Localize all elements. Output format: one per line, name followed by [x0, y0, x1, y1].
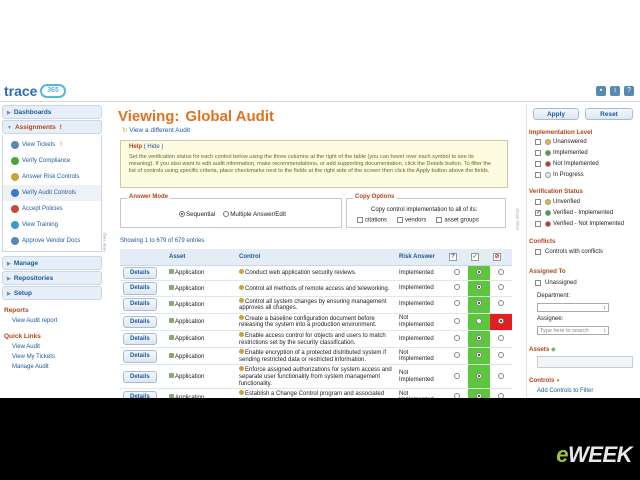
bottom-bar	[0, 398, 640, 480]
checkbox-icon	[535, 150, 541, 156]
control-cell	[236, 365, 396, 389]
controls-title-label: Controls	[529, 377, 555, 384]
subitem-icon	[11, 157, 19, 165]
sidebar-item-label: Dashboards	[13, 109, 52, 116]
no-icon: ⊘	[494, 253, 500, 260]
col-control[interactable]: Control	[236, 249, 396, 265]
details-cell	[120, 348, 166, 365]
top-bar	[0, 80, 640, 102]
quick-link-view-audit[interactable]: View Audit	[12, 344, 40, 350]
sidebar-subitem[interactable]	[3, 185, 101, 201]
control-value: Establish a Change Control program and associated	[245, 391, 385, 398]
subitem-badge: !	[60, 142, 62, 148]
asset-value: Application	[175, 319, 205, 326]
copy-vendors-label: vendors	[405, 217, 427, 224]
verified-implemented-cell	[468, 313, 490, 330]
top-icons	[596, 86, 634, 96]
details-cell	[120, 296, 166, 313]
assignee-placeholder: Type here to search	[540, 328, 589, 334]
details-button[interactable]: Details	[123, 371, 157, 384]
chevron-updown-icon: ↕	[603, 305, 606, 311]
control-icon	[239, 285, 244, 290]
filter-option-label: Not Implemented	[553, 161, 599, 167]
asset-value: Application	[175, 353, 205, 360]
check-icon: ✓	[472, 253, 478, 260]
chevron-right-icon: ▶	[7, 110, 11, 116]
controls-title	[529, 377, 560, 384]
unassigned-checkbox[interactable]	[535, 280, 577, 286]
view-different-audit-label: View a different Audit	[129, 127, 191, 134]
filter-option[interactable]	[535, 221, 624, 227]
status-radio[interactable]	[498, 300, 504, 306]
status-radio[interactable]	[454, 352, 460, 358]
help-title-label: Help	[129, 144, 143, 150]
control-icon	[239, 315, 244, 320]
checkbox-icon	[535, 172, 541, 178]
status-dot-icon	[545, 221, 551, 227]
details-button[interactable]: Details	[123, 333, 157, 346]
quick-link-manage-audit[interactable]: Manage Audit	[12, 364, 49, 370]
control-value: Conduct web application security reviews.	[245, 270, 357, 276]
radio-icon	[223, 211, 229, 217]
risk-answer-cell: Not Implemented	[396, 348, 446, 365]
status-radio[interactable]	[476, 300, 482, 306]
logo-mark-icon: 365	[40, 84, 66, 98]
control-value: Enable access control for objects and users to match restrictions set by the security classification.	[239, 333, 386, 346]
status-radio[interactable]	[498, 335, 504, 341]
reset-button[interactable]: Reset	[585, 108, 633, 120]
verified-implemented-cell	[468, 348, 490, 365]
main-content	[102, 104, 520, 398]
col-verified-implemented	[468, 249, 490, 265]
verified-not-implemented-cell	[490, 365, 512, 389]
details-button[interactable]: Details	[123, 282, 157, 295]
filter-option-label: Verified - Implemented	[553, 210, 614, 216]
sidebar-item-setup[interactable]	[2, 286, 102, 300]
asset-cell	[166, 331, 236, 348]
details-cell	[120, 281, 166, 297]
filter-panel	[526, 104, 640, 398]
checkbox-icon	[535, 221, 541, 227]
filter-option-label: In Progress	[553, 172, 584, 178]
checkbox-icon	[535, 161, 541, 167]
risk-answer-cell: Implemented	[396, 281, 446, 297]
table-row	[120, 313, 512, 330]
answer-mode-multiple-label: Multiple Answer/Edit	[230, 211, 286, 218]
sidebar-subitem-label: Approve Vendor Docs	[22, 238, 81, 244]
details-button[interactable]: Details	[123, 267, 157, 280]
sidebar-item-manage[interactable]	[2, 256, 102, 270]
page-title-audit-name: Global Audit	[185, 108, 275, 125]
status-radio[interactable]	[498, 352, 504, 358]
filter-option-label: Verified - Not Implemented	[553, 221, 625, 227]
filter-option[interactable]	[535, 139, 587, 145]
status-radio[interactable]	[476, 335, 482, 341]
filter-option[interactable]	[535, 199, 580, 205]
status-radio[interactable]	[454, 373, 460, 379]
control-value: Control all system changes by ensuring management approves all changes.	[239, 298, 387, 312]
watermark-e: e	[556, 442, 568, 467]
status-dot-icon	[545, 199, 551, 205]
asset-icon	[169, 285, 174, 290]
chevron-right-icon: ▶	[7, 276, 11, 282]
hide-help-tab[interactable]: Hide Help	[102, 232, 107, 252]
control-icon	[239, 269, 244, 274]
status-radio[interactable]	[454, 284, 460, 290]
table-row	[120, 296, 512, 313]
verified-implemented-cell	[468, 296, 490, 313]
asset-value: Application	[175, 270, 205, 276]
help-box	[120, 140, 508, 188]
filter-option[interactable]	[535, 210, 613, 216]
asset-value: Application	[175, 301, 205, 308]
control-cell	[236, 265, 396, 281]
app-logo[interactable]: trace	[4, 83, 38, 99]
checkbox-icon	[535, 280, 541, 286]
checkbox-icon	[535, 249, 541, 255]
report-link-view-audit[interactable]: View Audit report	[12, 318, 58, 324]
conflicts-title: Conflicts	[529, 238, 556, 245]
checkbox-icon	[397, 217, 403, 223]
page-title	[118, 108, 274, 125]
control-value: Create a baseline configuration document before releasing the system into a production environment.	[239, 315, 377, 329]
checkbox-icon	[535, 139, 541, 145]
risk-answer-cell: Implemented	[396, 265, 446, 281]
chat-icon[interactable]: ▪	[596, 86, 606, 96]
add-controls-link[interactable]: Add Controls to Filter	[537, 388, 594, 394]
col-details	[120, 249, 166, 265]
control-value: Enable encryption of a protected distributed system if sending restricted data or restricted information.	[239, 350, 387, 363]
status-radio[interactable]	[454, 335, 460, 341]
department-select[interactable]	[537, 303, 609, 312]
chevron-down-icon: ▼	[7, 125, 12, 131]
asset-value: Application	[175, 336, 205, 343]
col-asset[interactable]: Asset	[166, 249, 236, 265]
unverified-cell	[446, 265, 468, 281]
checkbox-icon	[357, 217, 363, 223]
filter-option-label: Unverified	[553, 199, 581, 205]
assignee-label: Assignee:	[537, 316, 564, 322]
sidebar-subitem-label: View Tickets	[22, 142, 56, 148]
filter-option[interactable]	[535, 172, 584, 178]
subitem-icon	[11, 237, 19, 245]
quick-links-title: Quick Links	[4, 333, 41, 340]
sidebar-subitem[interactable]	[3, 169, 101, 185]
risk-answer-cell: Not Implemented	[396, 313, 446, 330]
asset-icon	[169, 301, 174, 306]
sidebar-subitem[interactable]	[3, 137, 101, 153]
control-value: Control all methods of remote access and teleworking.	[245, 285, 390, 292]
sidebar-item-label: Repositories	[13, 275, 54, 282]
copy-asset-groups-checkbox[interactable]	[436, 217, 478, 224]
details-cell	[120, 265, 166, 281]
sidebar-item-label: Manage	[13, 260, 39, 267]
verification-status-title: Verification Status	[529, 188, 583, 195]
sidebar-item-repositories[interactable]	[2, 271, 102, 285]
reports-title: Reports	[4, 307, 29, 314]
control-cell	[236, 331, 396, 348]
verified-not-implemented-cell	[490, 281, 512, 297]
asset-cell	[166, 296, 236, 313]
unverified-cell	[446, 281, 468, 297]
department-label: Department:	[537, 293, 571, 299]
answer-mode-sequential-label: Sequential	[186, 211, 216, 218]
control-add-icon[interactable]: ●	[556, 377, 560, 384]
verified-not-implemented-cell	[490, 296, 512, 313]
control-icon	[239, 349, 244, 354]
status-radio[interactable]	[454, 300, 460, 306]
asset-add-icon[interactable]: ◆	[551, 346, 556, 353]
view-different-audit-link[interactable]	[122, 126, 190, 134]
verified-not-implemented-cell	[490, 265, 512, 281]
asset-cell	[166, 348, 236, 365]
sidebar-subitem[interactable]	[3, 201, 101, 217]
asset-cell	[166, 265, 236, 281]
apply-button[interactable]: Apply	[533, 108, 579, 120]
verified-not-implemented-cell	[490, 348, 512, 365]
status-radio[interactable]	[476, 352, 482, 358]
col-verified-not-implemented	[490, 249, 512, 265]
control-cell	[236, 281, 396, 297]
details-cell	[120, 313, 166, 330]
asset-value: Application	[175, 285, 205, 292]
sidebar	[0, 104, 104, 398]
control-cell	[236, 313, 396, 330]
details-cell	[120, 331, 166, 348]
answer-mode-options	[179, 211, 286, 218]
unverified-cell	[446, 331, 468, 348]
status-dot-icon	[545, 150, 551, 156]
status-dot-icon	[545, 172, 551, 178]
control-icon	[239, 332, 244, 337]
control-cell	[236, 348, 396, 365]
assignments-submenu	[2, 135, 102, 252]
risk-answer-cell: Implemented	[396, 331, 446, 348]
details-cell	[120, 365, 166, 389]
verified-not-implemented-cell	[490, 313, 512, 330]
table-row	[120, 281, 512, 297]
status-radio[interactable]	[498, 269, 504, 275]
control-icon	[239, 366, 244, 371]
sidebar-item-label: Setup	[13, 290, 32, 297]
sidebar-subitem[interactable]	[3, 217, 101, 233]
status-radio[interactable]	[476, 318, 482, 324]
copy-options-label: Copy control implementation to all of its:	[371, 207, 478, 213]
status-radio[interactable]	[476, 373, 482, 379]
filter-option-label: Implemented	[553, 150, 588, 156]
col-unverified	[446, 249, 468, 265]
sidebar-subitem-label: Verify Audit Controls	[22, 190, 77, 196]
status-radio[interactable]	[454, 269, 460, 275]
subitem-icon	[11, 205, 19, 213]
subitem-icon	[11, 173, 19, 181]
assignee-input[interactable]	[537, 326, 609, 335]
asset-icon	[169, 353, 174, 358]
asset-icon	[169, 335, 174, 340]
status-radio[interactable]	[476, 284, 482, 290]
asset-value: Application	[175, 374, 205, 381]
asset-icon	[169, 318, 174, 323]
copy-options-fieldset	[346, 194, 506, 228]
chevron-updown-icon: ↕	[603, 328, 606, 334]
copy-asset-groups-label: asset groups	[444, 217, 479, 224]
table-row	[120, 365, 512, 389]
details-button[interactable]: Details	[123, 350, 157, 363]
assigned-to-title: Assigned To	[529, 268, 566, 275]
status-radio[interactable]	[498, 373, 504, 379]
table-header-row	[120, 249, 512, 265]
verified-implemented-cell	[468, 365, 490, 389]
status-radio[interactable]	[476, 269, 482, 275]
asset-icon	[169, 269, 174, 274]
filter-option[interactable]	[535, 150, 588, 156]
risk-answer-cell: Not Implemented	[396, 365, 446, 389]
conflicts-checkbox[interactable]	[535, 249, 603, 255]
control-icon	[239, 298, 244, 303]
controls-table	[120, 249, 512, 406]
assignments-badge: !	[59, 124, 62, 131]
assets-filter-box[interactable]	[537, 356, 633, 368]
copy-citations-checkbox[interactable]	[357, 217, 387, 224]
quick-link-view-my-tickets[interactable]: View My Tickets	[12, 354, 55, 360]
sidebar-subitem[interactable]	[3, 233, 101, 249]
help-icon[interactable]: ?	[624, 86, 634, 96]
asset-icon	[169, 373, 174, 378]
help-hide-link[interactable]: ( Hide )	[143, 144, 164, 150]
chevron-right-icon: ▶	[7, 261, 11, 267]
answer-mode-legend: Answer Mode	[129, 194, 169, 200]
help-title	[129, 144, 499, 150]
status-radio[interactable]	[498, 284, 504, 290]
status-radio[interactable]	[454, 318, 460, 324]
unverified-cell	[446, 365, 468, 389]
unverified-cell	[446, 296, 468, 313]
status-dot-icon	[545, 139, 551, 145]
copy-vendors-checkbox[interactable]	[397, 217, 426, 224]
unverified-cell	[446, 313, 468, 330]
filter-option[interactable]	[535, 161, 599, 167]
answer-mode-multiple[interactable]	[223, 211, 286, 218]
checkbox-icon: ✓	[536, 210, 542, 216]
status-radio[interactable]	[498, 318, 504, 324]
subitem-icon	[11, 221, 19, 229]
asset-cell	[166, 365, 236, 389]
eweek-watermark	[556, 442, 632, 468]
unverified-cell	[446, 348, 468, 365]
details-button[interactable]: Details	[123, 298, 157, 311]
sidebar-subitem-label: Accept Policies	[22, 206, 63, 212]
table-row	[120, 348, 512, 365]
help-text: Set the verification status for each control below using the three columns at the right of the table (you can hover over each symbol to see its meaning). If you also want to edit audit information, make recommendations, or add supporting documentation, click the Details button. To filter the list of controls using specific criteria, place checkmarks next to the fields at the right side of the screen then click the Apply button above the fields.	[129, 154, 492, 174]
implementation-level-title: Implementation Level	[529, 129, 593, 136]
question-icon: ?	[449, 253, 457, 261]
verified-implemented-cell	[468, 331, 490, 348]
answer-mode-sequential[interactable]	[179, 211, 215, 218]
watermark-rest: WEEK	[568, 442, 632, 467]
risk-answer-cell: Not	[396, 389, 446, 406]
subitem-icon	[11, 189, 19, 197]
chevron-right-icon: ▶	[7, 291, 11, 297]
control-icon	[239, 390, 244, 395]
table-row	[120, 265, 512, 281]
entries-count: Showing 1 to 679 of 679 entries	[120, 238, 205, 244]
unassigned-label: Unassigned	[545, 280, 577, 286]
checkbox-icon	[535, 199, 541, 205]
details-button[interactable]: Details	[123, 316, 157, 329]
sidebar-subitem-label: View Training	[22, 222, 58, 228]
copy-options-checks	[357, 217, 479, 224]
asset-cell	[166, 313, 236, 330]
verified-implemented-cell	[468, 281, 490, 297]
sidebar-subitem-label: Answer Risk Controls	[22, 174, 80, 180]
checkbox-icon	[436, 217, 442, 223]
control-value: Enforce assigned authorizations for system access and separate user functionality from system management functionality.	[239, 367, 392, 387]
radio-selected-icon	[179, 211, 185, 217]
verified-not-implemented-cell	[490, 331, 512, 348]
conflicts-label: Controls with conflicts	[545, 249, 604, 255]
assets-title	[529, 346, 556, 353]
subitem-icon	[11, 141, 19, 149]
sidebar-subitem[interactable]	[3, 153, 101, 169]
risk-answer-cell: Implemented	[396, 296, 446, 313]
verified-implemented-cell	[468, 265, 490, 281]
show-filter-tab[interactable]: Show Filter	[515, 208, 520, 231]
copy-options-legend: Copy Options	[355, 194, 395, 200]
sidebar-item-dashboards[interactable]	[2, 105, 102, 119]
sidebar-item-assignments[interactable]	[2, 120, 102, 134]
swap-icon: ↻	[122, 127, 128, 134]
sidebar-subitem-label: Verify Compliance	[22, 158, 71, 164]
asset-cell	[166, 281, 236, 297]
copy-citations-label: citations	[365, 217, 388, 224]
assets-title-label: Assets	[529, 346, 550, 353]
answer-mode-fieldset	[120, 194, 342, 228]
table-row	[120, 331, 512, 348]
col-risk-answer[interactable]: Risk Answer	[396, 249, 446, 265]
info-icon[interactable]: i	[610, 86, 620, 96]
status-dot-icon	[545, 161, 551, 167]
control-cell	[236, 296, 396, 313]
page-title-prefix: Viewing:	[118, 108, 180, 125]
status-dot-icon	[545, 210, 551, 216]
filter-option-label: Unanswered	[553, 139, 587, 145]
sidebar-item-label: Assignments	[14, 124, 56, 131]
